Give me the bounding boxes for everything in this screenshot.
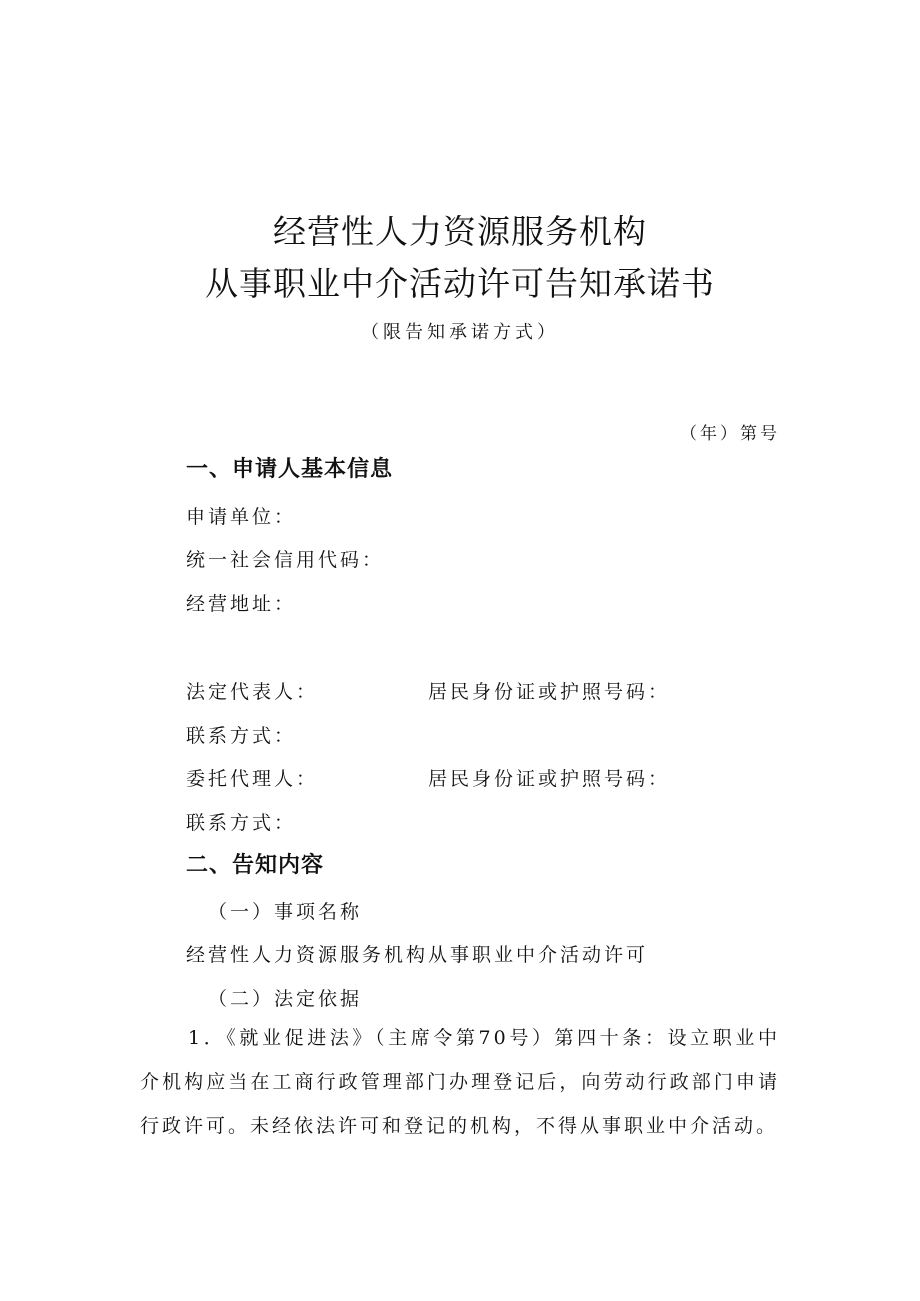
document-subtitle: （限告知承诺方式） [361,322,559,343]
credit-code-label: 统一社会信用代码： [186,549,385,571]
section1-heading: 一、申请人基本信息 [186,457,394,482]
legal-rep-contact-label: 联系方式： [186,725,297,747]
document-title-line2: 从事职业中介活动许可告知承诺书 [205,264,715,303]
applicant-unit-label: 申请单位： [186,506,297,528]
agent-contact-label: 联系方式： [186,812,297,834]
document-number: （年）第号 [680,424,780,444]
document-title-line1: 经营性人力资源服务机构 [273,212,647,251]
item-name-subheading: （一）事项名称 [208,901,363,923]
business-address-label: 经营地址： [186,593,297,615]
section2-heading: 二、告知内容 [186,853,325,878]
legal-basis-paragraph: 1．《就业促进法》（主席令第70号）第四十条：设立职业中介机构应当在工商行政管理部门办理登记后，向劳动行政部门申请行政许可。未经依法许可和登记的机构，不得从事职业中介活动。 [140,1027,780,1137]
legal-rep-label: 法定代表人： [186,681,319,703]
legal-rep-id-label: 居民身份证或护照号码： [428,681,671,703]
legal-basis-subheading: （二）法定依据 [208,988,363,1010]
item-name-text: 经营性人力资源服务机构从事职业中介活动许可 [186,944,649,966]
agent-id-label: 居民身份证或护照号码： [428,768,671,790]
agent-label: 委托代理人： [186,768,319,790]
